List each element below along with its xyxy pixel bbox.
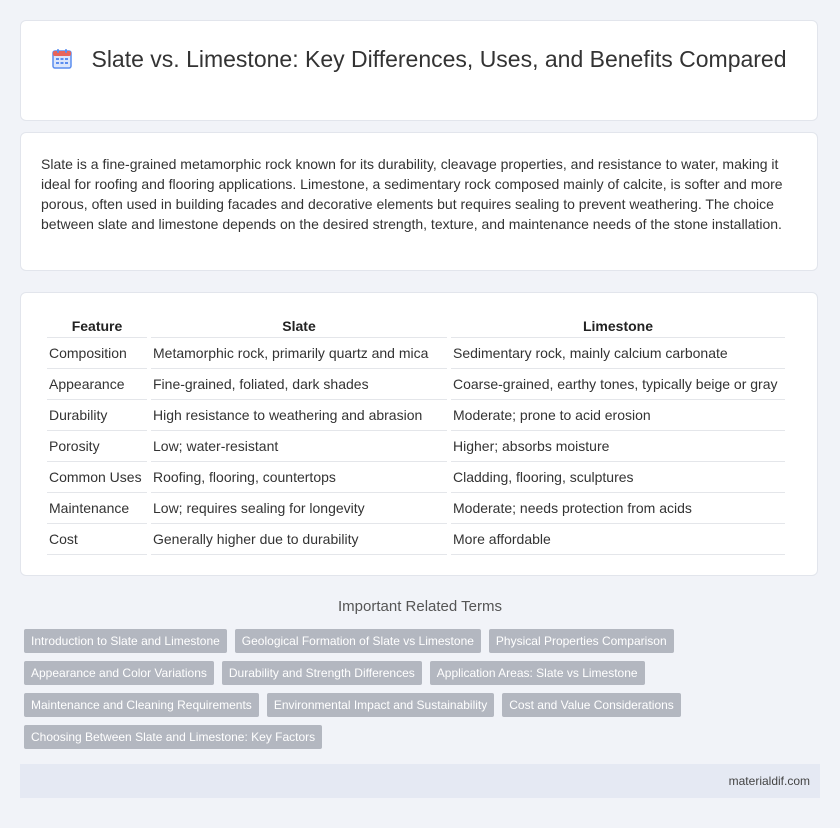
table-row — [47, 369, 785, 400]
intro-paragraph: Slate is a fine-grained metamorphic rock known for its durability, cleavage properties, and resistance to water, making it ideal for roofing and flooring applications. Limestone, a sedimentary rock composed mainly of calcite, is softer and more porous, often used in building facades and decorative elements but requires sealing to prevent weathering. The choice between slate and limestone depends on the desired strength, texture, and maintenance needs of the stone installation. — [41, 156, 783, 232]
related-term-tag[interactable]: Durability and Strength Differences — [222, 661, 422, 685]
table-row — [47, 493, 785, 524]
limestone-cell: Cladding, flooring, sculptures — [451, 462, 785, 493]
related-term-tag[interactable]: Choosing Between Slate and Limestone: Key Factors — [24, 725, 322, 749]
feature-cell: Durability — [47, 400, 147, 431]
footer-site-name[interactable]: materialdif.com — [728, 774, 810, 788]
footer-bar — [20, 764, 820, 798]
related-term-tag[interactable]: Environmental Impact and Sustainability — [267, 693, 494, 717]
feature-cell: Porosity — [47, 431, 147, 462]
limestone-cell: More affordable — [451, 524, 785, 555]
comparison-table — [43, 315, 789, 555]
table-row — [47, 462, 785, 493]
intro-card — [20, 132, 818, 271]
slate-cell: Low; water-resistant — [151, 431, 447, 462]
feature-cell: Composition — [47, 338, 147, 369]
slate-cell: Generally higher due to durability — [151, 524, 447, 555]
limestone-cell: Coarse-grained, earthy tones, typically beige or gray — [451, 369, 785, 400]
table-row — [47, 431, 785, 462]
related-terms-heading: Important Related Terms — [338, 598, 502, 615]
feature-cell: Cost — [47, 524, 147, 555]
table-header-row — [47, 315, 785, 338]
limestone-cell: Moderate; prone to acid erosion — [451, 400, 785, 431]
related-term-tag[interactable]: Cost and Value Considerations — [502, 693, 681, 717]
comparison-table-card — [20, 292, 818, 576]
slate-cell: Roofing, flooring, countertops — [151, 462, 447, 493]
feature-cell: Common Uses — [47, 462, 147, 493]
table-row — [47, 338, 785, 369]
related-term-tag[interactable]: Maintenance and Cleaning Requirements — [24, 693, 259, 717]
table-row — [47, 400, 785, 431]
table-row — [47, 524, 785, 555]
header-feature: Feature — [47, 315, 147, 338]
page-title — [21, 45, 817, 74]
feature-cell: Appearance — [47, 369, 147, 400]
related-term-tag[interactable]: Appearance and Color Variations — [24, 661, 214, 685]
header-slate: Slate — [151, 315, 447, 338]
related-term-tag[interactable]: Application Areas: Slate vs Limestone — [430, 661, 645, 685]
slate-cell: Fine-grained, foliated, dark shades — [151, 369, 447, 400]
slate-cell: High resistance to weathering and abrasion — [151, 400, 447, 431]
related-term-tag[interactable]: Introduction to Slate and Limestone — [24, 629, 227, 653]
related-term-tag[interactable]: Physical Properties Comparison — [489, 629, 674, 653]
slate-cell: Metamorphic rock, primarily quartz and mica — [151, 338, 447, 369]
page-title-text: Slate vs. Limestone: Key Differences, Uses, and Benefits Compared — [91, 46, 787, 72]
related-term-tag[interactable]: Geological Formation of Slate vs Limestone — [235, 629, 481, 653]
title-card — [20, 20, 818, 121]
calendar-icon — [51, 48, 73, 70]
related-terms-list — [24, 629, 704, 749]
limestone-cell: Moderate; needs protection from acids — [451, 493, 785, 524]
slate-cell: Low; requires sealing for longevity — [151, 493, 447, 524]
limestone-cell: Sedimentary rock, mainly calcium carbonate — [451, 338, 785, 369]
limestone-cell: Higher; absorbs moisture — [451, 431, 785, 462]
header-limestone: Limestone — [451, 315, 785, 338]
feature-cell: Maintenance — [47, 493, 147, 524]
